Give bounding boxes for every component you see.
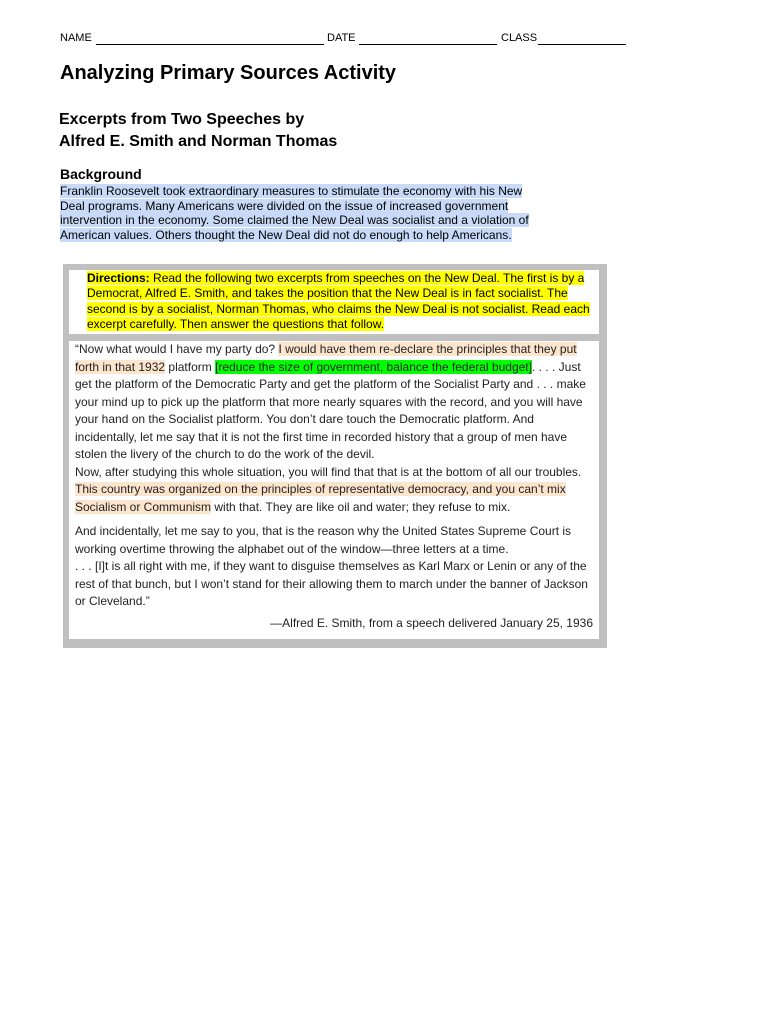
date-label: DATE (327, 32, 356, 44)
background-paragraph: Franklin Roosevelt took extraordinary measures to stimulate the economy with his New Deal programs. Many Americans were divided on the issue of increased government intervention in the economy. Some claimed the New Deal was socialist and a violation of American values. Others thought the New Deal did not do enough to help Americans. (60, 184, 529, 242)
directions-body: Read the following two excerpts from speeches on the New Deal. The first is by a Democrat, Alfred E. Smith, and takes the position that the New Deal is in fact socialist. The second is by a socialist, Norman Thomas, who claims the New Deal is not socialist. Read each excerpt carefully. Then answer the questions that follow. (87, 271, 590, 331)
subtitle-line-1: Excerpts from Two Speeches by (59, 111, 305, 128)
class-label: CLASS (501, 32, 538, 44)
excerpt-text-run: with that. They are like oil and water; they refuse to mix. (211, 499, 511, 514)
highlight-principles: I would have them re-declare the principles that they put forth in that 1932 (75, 342, 577, 374)
page-title: Analyzing Primary Sources Activity (60, 62, 397, 84)
excerpt-paragraph-3: And incidentally, let me say to you, that is the reason why the United States Supreme Court is working overtime throwing the alphabet out of the window—three letters at a time. (75, 524, 572, 556)
excerpt-paragraph-2 (75, 464, 597, 517)
date-blank[interactable] (359, 44, 497, 45)
excerpt-text-run: Now, after studying this whole situation, you will find that that is at the bottom of all our troubles. (75, 464, 582, 479)
excerpt-paragraph-1 (75, 341, 597, 464)
page-subtitle (59, 109, 337, 153)
excerpt-paragraph-4: . . . [I]t is all right with me, if they want to disguise themselves as Karl Marx or Lenin or any of the rest of that bunch, but I won’t stand for their allowing them to march under the banner of Jackson or Cleveland.” (75, 559, 588, 608)
name-blank[interactable] (96, 44, 324, 45)
excerpt-text-run: platform (165, 359, 216, 374)
name-label: NAME (60, 32, 92, 44)
highlight-democracy: This country was organized on the principles of representative democracy, and you can’t mix Socialism or Communism (75, 482, 566, 514)
background-text (60, 184, 540, 242)
background-heading: Background (60, 166, 142, 182)
excerpt-text-run: “Now what would I have my party do? (75, 342, 279, 356)
excerpt-attribution: —Alfred E. Smith, from a speech delivered January 25, 1936 (270, 615, 593, 630)
subtitle-line-2: Alfred E. Smith and Norman Thomas (59, 133, 338, 150)
highlight-platform: [reduce the size of government, balance the federal budget] (215, 359, 532, 374)
directions-label: Directions: (87, 271, 150, 285)
excerpt-text-run: . . . . Just get the platform of the Democratic Party and get the platform of the Socialist Party and . . . make your mind up to pick up the platform that more nearly squares with the record, and you will have your hand on the Socialist platform. You don’t dare touch the Democratic platform. And incidentally, let me say that it is not the first time in recorded history that a group of men have stolen the livery of the church to do the work of the devil. (75, 359, 586, 461)
class-blank[interactable] (538, 44, 626, 45)
excerpt-text (75, 341, 597, 632)
directions-text (87, 271, 597, 332)
